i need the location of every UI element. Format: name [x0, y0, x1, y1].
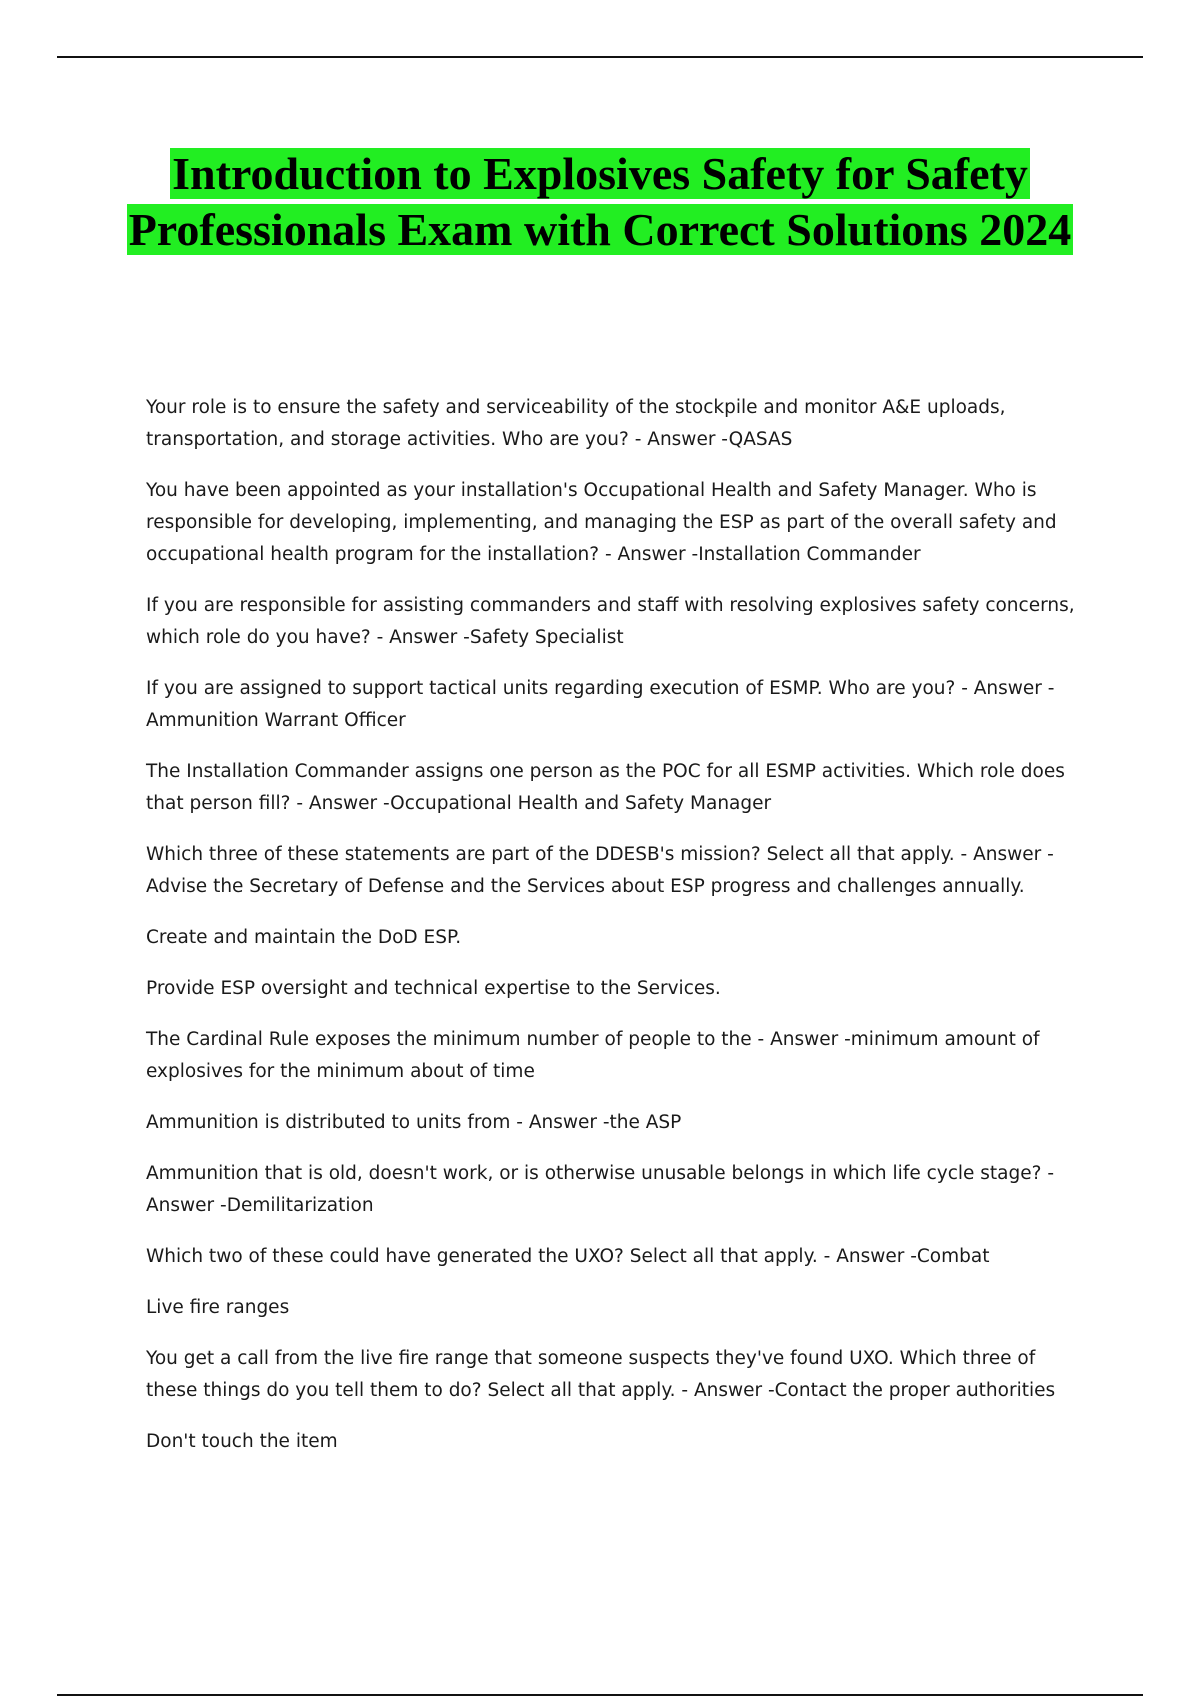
title-highlight: Introduction to Explosives Safety for Safety Professionals Exam with Correct Solutions 2024: [128, 148, 1072, 255]
paragraph: If you are assigned to support tactical units regarding execution of ESMP. Who are you? - Answer -Ammunition Warrant Officer: [146, 678, 1055, 731]
paragraph: You have been appointed as your installation's Occupational Health and Safety Manager. Who is responsible for developing, implementing, and managing the ESP as part of the overall safety and occupational health program for the installation? - Answer -Installation Commander: [146, 480, 1057, 565]
bottom-rule: [57, 1694, 1143, 1696]
paragraph: The Cardinal Rule exposes the minimum number of people to the - Answer -minimum amount of explosives for the minimum about of time: [146, 1029, 1040, 1082]
paragraph: Don't touch the item: [146, 1431, 338, 1452]
paragraph: The Installation Commander assigns one person as the POC for all ESMP activities. Which role does that person fill? - Answer -Occupational Health and Safety Manager: [146, 761, 1065, 814]
paragraph: Your role is to ensure the safety and serviceability of the stockpile and monitor A&E uploads, transportation, and storage activities. Who are you? - Answer -QASAS: [146, 397, 1006, 450]
paragraph: If you are responsible for assisting commanders and staff with resolving explosives safety concerns, which role do you have? - Answer -Safety Specialist: [146, 595, 1075, 648]
paragraph: Ammunition that is old, doesn't work, or is otherwise unusable belongs in which life cycle stage? - Answer -Demilitarization: [146, 1163, 1055, 1216]
paragraph: Which two of these could have generated the UXO? Select all that apply. - Answer -Combat: [146, 1246, 990, 1267]
paragraph: Provide ESP oversight and technical expertise to the Services.: [146, 978, 721, 999]
top-rule: [57, 56, 1143, 58]
title-block: [120, 146, 1080, 258]
paragraph: You get a call from the live fire range that someone suspects they've found UXO. Which three of these things do you tell them to do? Select all that apply. - Answer -Contact the proper authorities: [146, 1348, 1056, 1401]
document-title: [120, 146, 1080, 258]
paragraph: Live fire ranges: [146, 1297, 290, 1318]
paragraph: Which three of these statements are part of the DDESB's mission? Select all that apply. - Answer -Advise the Secretary of Defense and the Services about ESP progress and challenges annually.: [146, 844, 1054, 897]
paragraph: Ammunition is distributed to units from - Answer -the ASP: [146, 1112, 682, 1133]
document-body: [146, 392, 1091, 1477]
paragraph: Create and maintain the DoD ESP.: [146, 927, 462, 948]
